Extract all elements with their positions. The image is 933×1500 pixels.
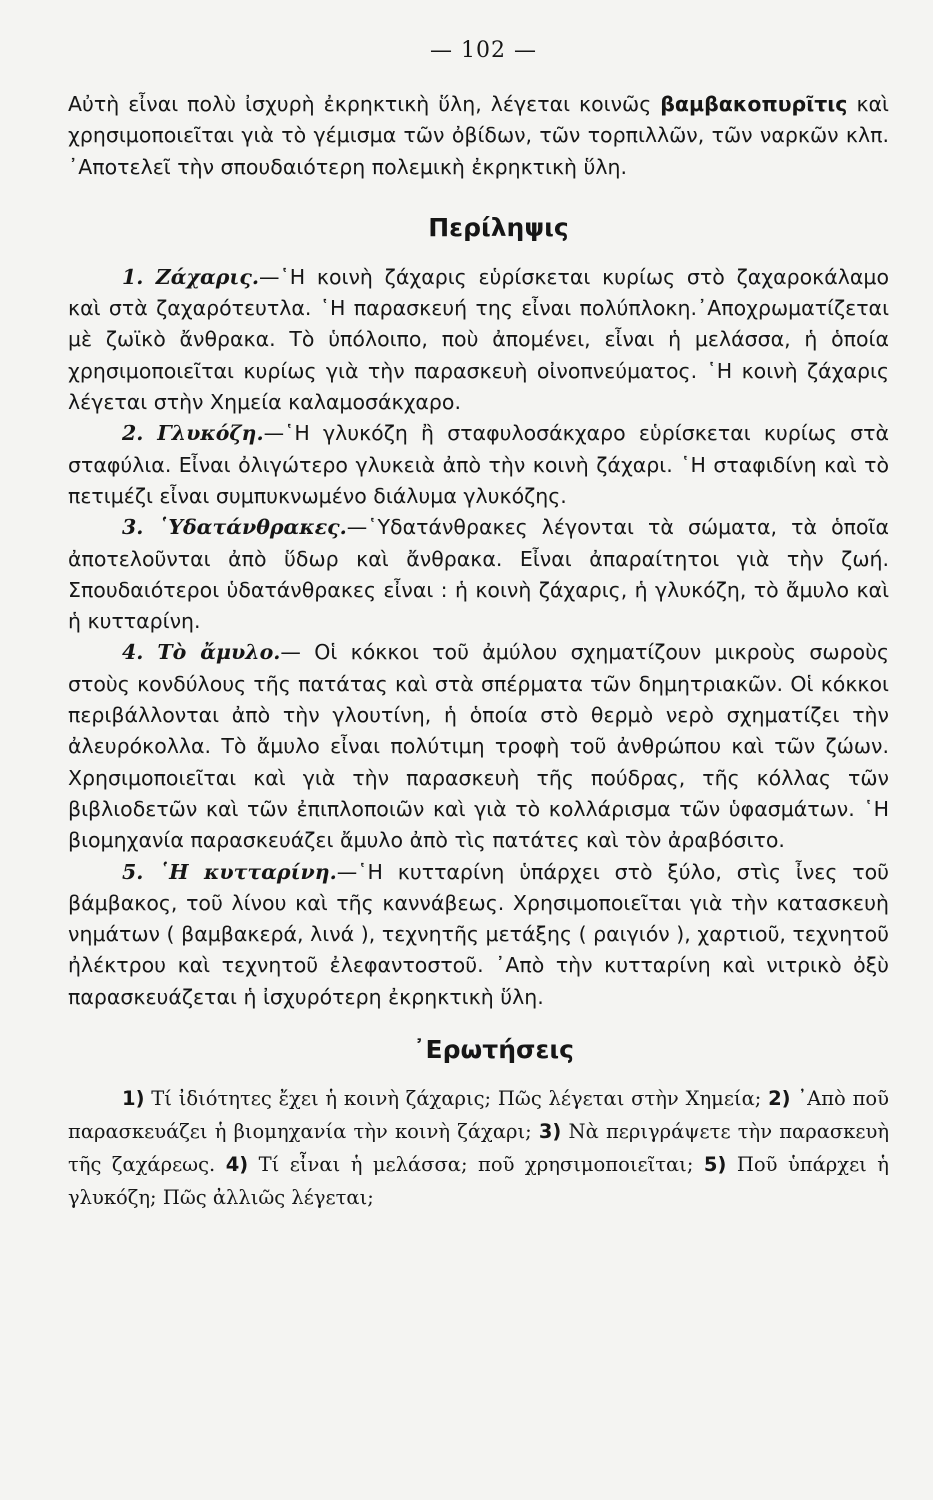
summary-item-text: —῾Η γλυκόζη ἢ σταφυλοσάκχαρο εὑρίσκεται κυρίως στὰ σταφύλια. Εἶναι ὀλιγώτερο γλυκειὰ ἀπὸ τὴν κοινὴ ζάχαρι. ῾Η σταφιδίνη καὶ τὸ πετιμέζι εἶναι συμπυκνωμένο διάλυμα γλυκόζης. (68, 421, 889, 508)
summary-item-1 (68, 262, 889, 418)
summary-item-5 (68, 857, 889, 1013)
summary-heading: Περίληψις (428, 212, 569, 242)
questions-heading: ᾿Ερωτήσεις (413, 1035, 574, 1065)
page-number: — 102 — (430, 38, 537, 63)
summary-item-title: 2. Γλυκόζη. (122, 421, 264, 446)
question-number: 4) (225, 1153, 249, 1177)
questions-paragraph (68, 1082, 889, 1214)
question-number: 3) (538, 1120, 562, 1144)
question-number: 2) (768, 1087, 791, 1111)
summary-item-text: — Οἱ κόκκοι τοῦ ἀμύλου σχηματίζουν μικροὺς σωροὺς στοὺς κονδύλους τῆς πατάτας καὶ στὰ σπέρματα τῶν δημητριακῶν. Οἱ κόκκοι περιβάλλονται ἀπὸ τὴν γλουτίνη, ἡ ὁποία στὸ θερμὸ νερὸ σχηματίζει τὴν ἀλευρόκολλα. Τὸ ἄμυλο εἶναι πολύτιμη τροφὴ τοῦ ἀνθρώπου καὶ τῶν ζώων. Χρησιμοποιεῖται καὶ γιὰ τὴν παρασκευὴ τῆς πούδρας, τῆς κόλλας τῶν βιβλιοδετῶν καὶ τῶν ἐπιπλοποιῶν καὶ γιὰ τὸ κολλάρισμα τῶν ὑφασμάτων. ῾Η βιομηχανία παρασκευάζει ἄμυλο ἀπὸ τὶς πατάτες καὶ τὸν ἀραβόσιτο. (68, 640, 889, 853)
bold-term: βαμβακοπυρῖτις (660, 92, 848, 116)
summary-item-text: —῾Η κοινὴ ζάχαρις εὑρίσκεται κυρίως στὸ ζαχαροκάλαμο καὶ στὰ ζαχαρότευτλα. ῾Η παρασκευή της εἶναι πολύπλοκη.᾿Αποχρωματίζεται μὲ ζωϊκὸ ἄνθρακα. Τὸ ὑπόλοιπο, ποὺ ἀπομένει, εἶναι ἡ μελάσσα, ἡ ὁποία χρησιμοποιεῖται κυρίως γιὰ τὴν παρασκευὴ οἰνοπνεύματος. ῾Η κοινὴ ζάχαρις λέγεται στὴν Χημεία καλαμοσάκχαρο. (68, 264, 889, 415)
summary-item-text: —῾Η κυτταρίνη ὑπάρχει στὸ ξύλο, στὶς ἶνες τοῦ βάμβακος, τοῦ λίνου καὶ τῆς καννάβεως. Χρησιμοποιεῖται γιὰ τὴν κατασκευὴ νημάτων ( βαμβακερά, λινά ), τεχνητῆς μετάξης ( ραιγιόν ), χαρτιοῦ, τεχνητοῦ ἠλέκτρου καὶ τεχνητοῦ ἐλεφαντοστοῦ. ᾿Απὸ τὴν κυτταρίνη καὶ νιτρικὸ ὀξὺ παρασκευάζεται ἡ ἰσχυρότερη ἐκρηκτικὴ ὕλη. (68, 859, 889, 1009)
summary-item-4 (68, 637, 889, 856)
summary-item-title: 3. ῾Υδατάνθρακες. (122, 515, 347, 540)
summary-item-title: 1. Ζάχαρις. (122, 264, 259, 289)
summary-item-title: 5. ῾Η κυτταρίνη. (122, 859, 337, 884)
summary-item-2 (68, 418, 889, 512)
intro-text-before: Αὐτὴ εἶναι πολὺ ἰσχυρὴ ἐκρηκτικὴ ὕλη, λέγεται κοινῶς (68, 92, 661, 116)
question-number: 5) (703, 1153, 727, 1177)
questions-section (68, 1082, 889, 1214)
intro-text-after: καὶ χρησιμοποιεῖται γιὰ τὸ γέμισμα τῶν ὀβίδων, τῶν τορπιλλῶν, τῶν ναρκῶν κλπ. ᾿Αποτελεῖ τὴν σπουδαιότερη πολεμικὴ ἐκρηκτικὴ ὕλη. (68, 92, 889, 179)
question-text: Τί ἰδιότητες ἔχει ἡ κοινὴ ζάχαρις; Πῶς λέγεται στὴν Χημεία; (144, 1087, 769, 1111)
intro-paragraph (68, 89, 889, 183)
question-text: Ποῦ ὑπάρχει ἡ γλυκόζη; Πῶς ἀλλιῶς λέγεται; (68, 1153, 889, 1210)
question-number: 1) (122, 1087, 145, 1111)
question-text: ᾿Απὸ ποῦ παρασκευάζει ἡ βιομηχανία τὴν κοινὴ ζάχαρι; (68, 1087, 889, 1144)
question-text: Τί εἶναι ἡ μελάσσα; ποῦ χρησιμοποιεῖται; (248, 1153, 704, 1177)
summary-item-3 (68, 512, 889, 637)
summary-section (68, 262, 889, 1013)
summary-item-title: 4. Τὸ ἄμυλο. (122, 640, 281, 665)
summary-item-text: —῾Υδατάνθρακες λέγονται τὰ σώματα, τὰ ὁποῖα ἀποτελοῦνται ἀπὸ ὕδωρ καὶ ἄνθρακα. Εἶναι ἀπαραίτητοι γιὰ τὴν ζωή. Σπουδαιότεροι ὑδατάνθρακες εἶναι : ἡ κοινὴ ζάχαρις, ἡ γλυκόζη, τὸ ἄμυλο καὶ ἡ κυτταρίνη. (68, 515, 889, 634)
question-text: Νὰ περιγράψετε τὴν παρασκευὴ τῆς ζαχάρεως. (68, 1120, 889, 1177)
